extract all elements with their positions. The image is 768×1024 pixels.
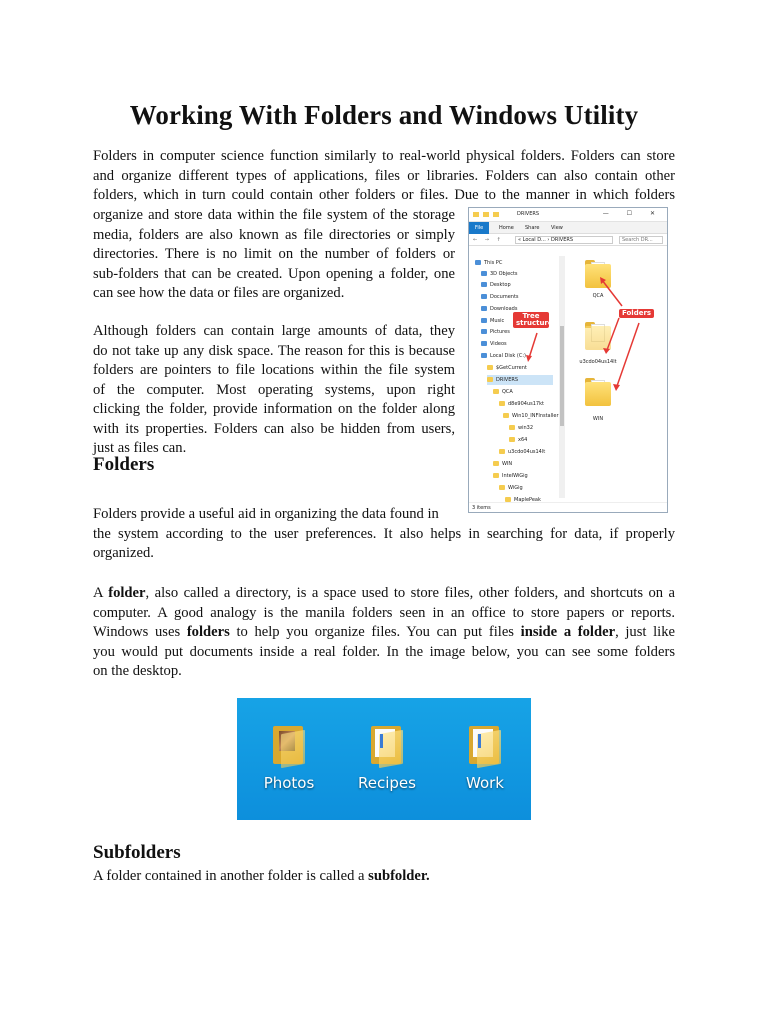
tree-item[interactable]: WIN	[493, 459, 512, 469]
text-line: can see how the data or files are organized.	[93, 285, 345, 301]
tree-structure-callout: Tree structure	[513, 312, 549, 328]
folders-heading: Folders	[93, 454, 155, 475]
text-line: organized.	[93, 545, 154, 561]
tree-item[interactable]: win32	[509, 423, 533, 433]
tree-item[interactable]: u3cdo04us14lt	[499, 447, 545, 457]
explorer-title: DRIVERS	[517, 211, 540, 217]
folders-callout: Folders	[619, 309, 654, 318]
tree-item[interactable]: d8e904us17kt	[499, 399, 544, 409]
file-explorer-screenshot	[468, 207, 668, 513]
text-line: do not take up any disk space. The reason for this is because	[93, 342, 455, 359]
status-bar: 3 items	[469, 502, 667, 512]
folders-paragraph	[93, 505, 675, 564]
search-box[interactable]: Search DR...	[619, 236, 663, 244]
folder-label: WIN	[592, 416, 604, 422]
tree-item[interactable]: Downloads	[481, 304, 517, 314]
tree-item[interactable]: Win10_INFInstaller	[503, 411, 559, 421]
folder-label: QCA	[592, 293, 604, 299]
tree-item[interactable]: x64	[509, 435, 527, 445]
text-line: with its properties. Folders can also be hidden from users,	[93, 420, 455, 437]
address-path[interactable]: « Local D... › DRIVERS	[515, 236, 613, 244]
text-line: folders are pointers to file locations within the file system	[93, 362, 455, 378]
tree-item[interactable]: DRIVERS	[487, 375, 553, 385]
tree-item[interactable]: MaplePeak	[505, 495, 541, 505]
text-line: media, folders are also known as file directories or simply	[93, 226, 455, 243]
tree-item[interactable]: Local Disk (C:)	[481, 351, 526, 361]
desktop-folder-label: Work	[466, 774, 504, 792]
text-line: Although folders can contain large amounts of data, they	[93, 323, 455, 339]
tab-home[interactable]: Home	[499, 225, 514, 231]
bold-term: subfolder.	[368, 868, 430, 884]
tree-item[interactable]: This PC	[475, 258, 502, 268]
tree-item[interactable]: IntelWiGig	[493, 471, 528, 481]
text-line: directories. There is no limit on the number of folders or	[93, 246, 455, 262]
text-line: A folder, also called a directory, is a space used to store files, other folders, and shortcuts on a	[93, 585, 675, 601]
page-title: Working With Folders and Windows Utility	[129, 100, 639, 130]
subfolders-heading: Subfolders	[93, 842, 181, 863]
tree-item[interactable]: Videos	[481, 339, 507, 349]
definition-paragraph	[93, 584, 675, 682]
photos-folder-icon[interactable]	[273, 726, 309, 766]
folder-label: u3cdo04us14lt	[579, 359, 617, 365]
text-line: sub-folders that can be created. Upon opening a folder, one	[93, 265, 455, 282]
text-line: the system according to the user preferences. It also helps in searching for data, if properly	[93, 525, 675, 542]
tree-item[interactable]: QCA	[493, 387, 513, 397]
text-line: just as files can.	[93, 440, 187, 456]
tree-item[interactable]: $GetCurrent	[487, 363, 527, 373]
recipes-folder-icon[interactable]	[371, 726, 407, 766]
desktop-folder-label: Photos	[263, 774, 315, 792]
desktop-folder-label: Recipes	[358, 774, 416, 792]
work-folder-icon[interactable]	[469, 726, 505, 766]
text-line: you would put documents inside a real folder. In the image below, you can see some folders	[93, 643, 675, 660]
tree-item[interactable]: WiGig	[499, 483, 523, 493]
bold-term: folder	[108, 585, 146, 601]
text-line: organize and store data within the file system of the storage	[93, 207, 455, 223]
tab-share[interactable]: Share	[525, 225, 540, 231]
text-line: computer. A good analogy is the manila folders seen in an office to store papers or reports.	[93, 604, 675, 621]
tree-item[interactable]: Documents	[481, 292, 519, 302]
text-line: clicking the folder, provide information on the folder along	[93, 401, 455, 417]
text-line: and organize different types of applications, files or libraries. Folders can also contain other	[93, 167, 675, 184]
pointer-paragraph	[93, 322, 455, 459]
tab-file[interactable]: File	[469, 222, 489, 234]
intro-paragraph	[93, 147, 675, 206]
desktop-folders-image	[237, 698, 531, 820]
subfolders-paragraph	[93, 867, 675, 887]
text-line: Folders provide a useful aid in organizing the data found in	[93, 506, 439, 522]
tree-item[interactable]: Pictures	[481, 327, 510, 337]
nav-arrows[interactable]: ← → ↑	[473, 237, 504, 243]
intro-wrapped	[93, 206, 455, 304]
text-line: Windows uses folders to help you organize files. You can put files inside a folder, just like	[93, 624, 675, 640]
text-line: on the desktop.	[93, 663, 182, 679]
tree-item[interactable]: Desktop	[481, 280, 511, 290]
annotation-arrows	[469, 208, 668, 513]
text-line: Folders in computer science function similarly to real-world physical folders. Folders can store	[93, 148, 675, 164]
tree-item[interactable]: Music	[481, 316, 504, 326]
text-line: A folder contained in another folder is called a subfolder.	[93, 868, 430, 884]
text-line: of the computer. Most operating systems, upon right	[93, 381, 455, 398]
tab-view[interactable]: View	[551, 225, 563, 231]
bold-term: inside a folder	[520, 624, 616, 640]
tree-item[interactable]: 3D Objects	[481, 269, 518, 279]
window-controls[interactable]: — ☐ ✕	[602, 210, 663, 217]
text-line: folders, which in turn could contain other folders or files. Due to the manner in which folders	[93, 187, 675, 203]
bold-term: folders	[186, 624, 230, 640]
